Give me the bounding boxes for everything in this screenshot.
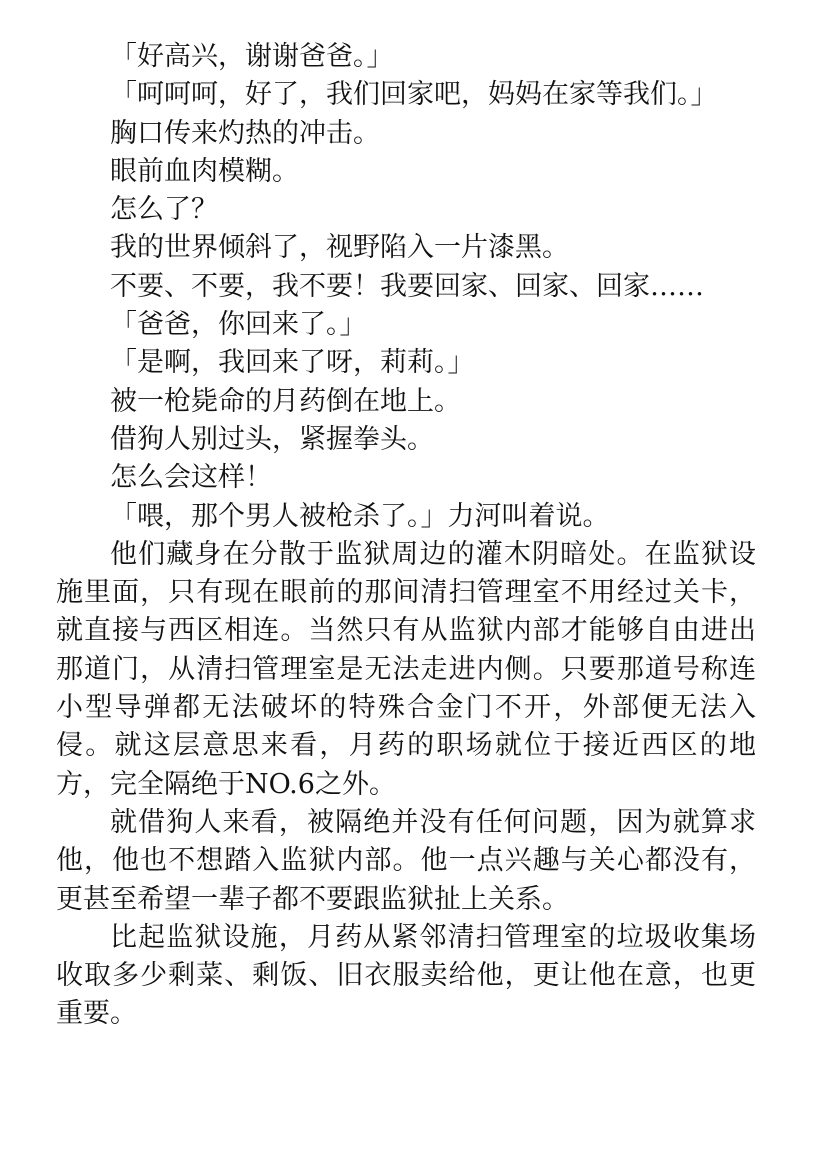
paragraph-9: 「是啊，我回来了呀，莉莉。」 [110, 347, 475, 379]
paragraph-15: 就借狗人来看，被隔绝并没有任何问题，因为就算求他，他也不想踏入监狱内部。他一点兴趣与关心都没有，更甚至希望一辈子都不要跟监狱扯上关系。 [56, 806, 756, 915]
paragraph-6: 我的世界倾斜了，视野陷入一片漆黑。 [110, 232, 569, 264]
paragraph-16: 比起监狱设施，月药从紧邻清扫管理室的垃圾收集场收取多少剩菜、剩饭、旧衣服卖给他，更让他在意，也更重要。 [56, 921, 756, 1030]
paragraph-14: 他们藏身在分散于监狱周边的灌木阴暗处。在监狱设施里面，只有现在眼前的那间清扫管理室不用经过关卡，就直接与西区相连。当然只有从监狱内部才能够自由进出那道门，从清扫管理室是无法走进内侧。只要那道号称连小型导弹都无法破坏的特殊合金门不开，外部便无法入侵。就这层意思来看，月药的职场就位于接近西区的地方，完全隔绝于NO.6之外。 [56, 538, 756, 800]
paragraph-7: 不要、不要，我不要！我要回家、回家、回家…… [110, 270, 704, 302]
paragraph-3: 胸口传来灼热的冲击。 [110, 117, 380, 149]
paragraph-1: 「好高兴，谢谢爸爸。」 [110, 41, 394, 72]
paragraph-5: 怎么了？ [110, 194, 218, 226]
paragraph-13: 「喂，那个男人被枪杀了。」力河叫着说。 [110, 500, 610, 532]
paragraph-10: 被一枪毙命的月药倒在地上。 [110, 385, 461, 417]
paragraph-2: 「呵呵呵，好了，我们回家吧，妈妈在家等我们。」 [110, 79, 718, 111]
paragraph-12: 怎么会这样！ [110, 462, 272, 494]
paragraph-11: 借狗人别过头，紧握拳头。 [110, 423, 434, 455]
body-text [56, 38, 756, 1034]
paragraph-4: 眼前血肉模糊。 [110, 155, 299, 187]
paragraph-8: 「爸爸，你回来了。」 [110, 309, 367, 341]
